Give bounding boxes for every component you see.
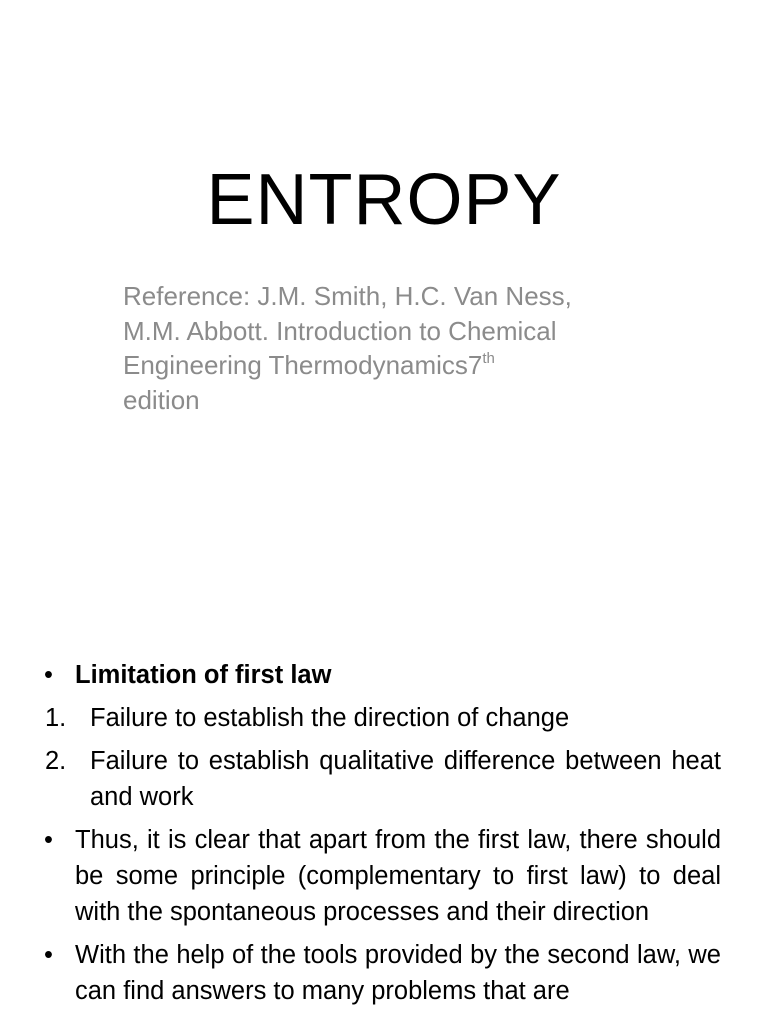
list-item — [44, 657, 721, 693]
list-item-text: Failure to establish qualitative difference between heat and work — [90, 747, 721, 811]
reference-line-3: Engineering Thermodynamics7 — [123, 350, 483, 380]
edition-superscript: th — [482, 349, 495, 367]
list-item — [44, 700, 721, 736]
list-item — [44, 743, 721, 815]
reference-line-2: M.M. Abbott. Introduction to Chemical — [123, 315, 557, 346]
list-item — [44, 937, 721, 1009]
list-item — [44, 822, 721, 930]
number-marker: 2. — [45, 747, 67, 775]
list-item-text: Thus, it is clear that apart from the first law, there should be some principle (complementary to first law) to deal with the spontaneous processes and their direction — [75, 826, 721, 926]
slide-title: ENTROPY — [206, 160, 562, 240]
list-item-text: Failure to establish the direction of change — [90, 704, 570, 732]
reference-subtitle — [123, 279, 683, 417]
list-item-text: Limitation of first law — [75, 661, 332, 689]
bullet-marker: • — [44, 826, 53, 854]
list-item-text: With the help of the tools provided by the second law, we can find answers to many problems that are — [75, 941, 721, 1005]
reference-line-4: edition — [123, 384, 200, 415]
bullet-marker: • — [44, 941, 53, 969]
bullet-list — [44, 657, 721, 1016]
number-marker: 1. — [45, 704, 67, 732]
reference-line-1: Reference: J.M. Smith, H.C. Van Ness, — [123, 281, 572, 311]
bullet-marker: • — [44, 661, 53, 689]
